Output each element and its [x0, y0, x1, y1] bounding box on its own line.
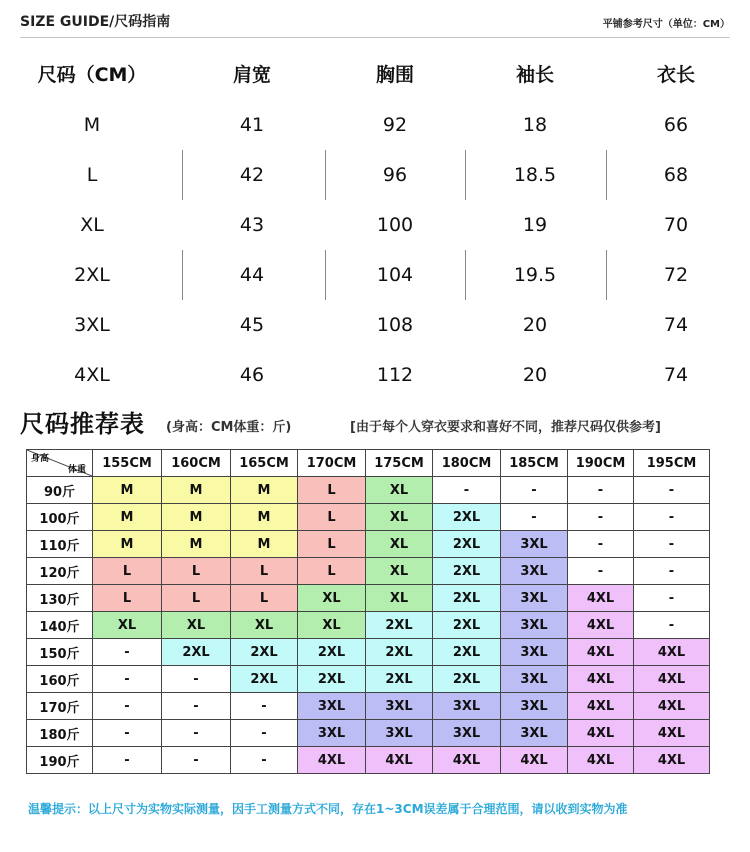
recommended-size-cell: - — [634, 612, 710, 639]
recommended-size-cell: 3XL — [501, 666, 568, 693]
size-cell: XL — [80, 214, 104, 236]
recommended-size-cell: 2XL — [366, 666, 433, 693]
length-cell: 74 — [663, 364, 689, 386]
recommended-size-cell: 4XL — [568, 666, 634, 693]
recommended-size-cell: 4XL — [634, 639, 710, 666]
recommend-row — [27, 612, 710, 639]
height-header-cell: 180CM — [433, 450, 501, 477]
corner-weight-label: 体重 — [67, 465, 86, 475]
size-table-row — [20, 200, 730, 250]
footer-tip: 温馨提示：以上尺寸为实物实际测量，因手工测量方式不同，存在1~3CM误差属于合理范围，请以收到实物为准 — [28, 802, 628, 816]
recommended-size-cell: - — [634, 531, 710, 558]
recommended-size-cell: 2XL — [433, 558, 501, 585]
length-cell: 74 — [663, 314, 689, 336]
chest-cell: 104 — [376, 264, 414, 286]
weight-cell: 130斤 — [27, 585, 93, 612]
recommended-size-cell: 3XL — [501, 639, 568, 666]
size-measurement-table — [20, 50, 730, 400]
recommended-size-cell: - — [568, 558, 634, 585]
weight-cell: 100斤 — [27, 504, 93, 531]
recommend-note: [由于每个人穿衣要求和喜好不同，推荐尺码仅供参考] — [350, 420, 661, 435]
recommended-size-cell: - — [162, 720, 231, 747]
recommended-size-cell: M — [93, 477, 162, 504]
sleeve-cell: 19.5 — [513, 264, 557, 286]
recommended-size-cell: - — [634, 477, 710, 504]
recommended-size-cell: 3XL — [501, 531, 568, 558]
weight-cell: 160斤 — [27, 666, 93, 693]
shoulder-cell: 46 — [239, 364, 265, 386]
recommended-size-cell: L — [93, 585, 162, 612]
recommended-size-cell: 4XL — [568, 720, 634, 747]
recommended-size-cell: 2XL — [433, 504, 501, 531]
recommended-size-cell: L — [162, 558, 231, 585]
recommended-size-cell: 2XL — [366, 612, 433, 639]
recommended-size-cell: M — [93, 504, 162, 531]
chest-cell: 92 — [382, 114, 408, 136]
weight-cell: 180斤 — [27, 720, 93, 747]
recommend-title: 尺码推荐表 — [20, 410, 145, 438]
recommended-size-cell: - — [93, 666, 162, 693]
shoulder-cell: 44 — [239, 264, 265, 286]
recommended-size-cell: XL — [93, 612, 162, 639]
size-table-row — [20, 250, 730, 300]
recommended-size-cell: 4XL — [298, 747, 366, 774]
recommended-size-cell: - — [634, 558, 710, 585]
recommend-row — [27, 558, 710, 585]
recommended-size-cell: 2XL — [162, 639, 231, 666]
recommended-size-cell: - — [231, 693, 298, 720]
recommended-size-cell: 4XL — [366, 747, 433, 774]
recommended-size-cell: - — [162, 747, 231, 774]
recommended-size-cell: - — [568, 531, 634, 558]
recommended-size-cell: M — [231, 477, 298, 504]
header-cell-length: 衣长 — [656, 64, 695, 86]
recommended-size-cell: 4XL — [568, 747, 634, 774]
recommended-size-cell: 2XL — [366, 639, 433, 666]
size-cell: 4XL — [74, 364, 110, 386]
recommended-size-cell: L — [298, 558, 366, 585]
recommended-size-cell: 2XL — [298, 666, 366, 693]
column-divider — [465, 150, 466, 200]
recommended-size-cell: M — [162, 477, 231, 504]
chest-cell: 108 — [376, 314, 414, 336]
recommended-size-cell: 4XL — [568, 585, 634, 612]
shoulder-cell: 42 — [239, 164, 265, 186]
recommend-row — [27, 720, 710, 747]
recommended-size-cell: 2XL — [433, 666, 501, 693]
size-table-row — [20, 100, 730, 150]
recommended-size-cell: XL — [298, 612, 366, 639]
recommend-header-row — [27, 450, 710, 477]
recommended-size-cell: 3XL — [501, 612, 568, 639]
height-header-cell: 175CM — [366, 450, 433, 477]
recommended-size-cell: 4XL — [568, 612, 634, 639]
recommended-size-cell: 3XL — [501, 693, 568, 720]
recommended-size-cell: 4XL — [501, 747, 568, 774]
corner-height-label: 身高 — [31, 454, 50, 464]
recommended-size-cell: 2XL — [433, 531, 501, 558]
recommended-size-cell: M — [231, 504, 298, 531]
recommended-size-cell: L — [231, 585, 298, 612]
sleeve-cell: 20 — [522, 364, 548, 386]
header-cell-size: 尺码（CM） — [37, 64, 147, 86]
recommend-title-row — [20, 404, 750, 438]
recommended-size-cell: 3XL — [501, 720, 568, 747]
measurement-note: 平铺参考尺寸（单位：CM） — [602, 19, 730, 30]
recommended-size-cell: - — [93, 693, 162, 720]
size-cell: M — [83, 114, 101, 136]
recommended-size-cell: XL — [366, 558, 433, 585]
recommend-row — [27, 504, 710, 531]
recommended-size-cell: 3XL — [298, 720, 366, 747]
corner-cell — [27, 450, 93, 477]
shoulder-cell: 45 — [239, 314, 265, 336]
recommended-size-cell: - — [501, 477, 568, 504]
recommended-size-cell: - — [634, 585, 710, 612]
recommend-row — [27, 747, 710, 774]
recommended-size-cell: 4XL — [568, 693, 634, 720]
size-table-row — [20, 150, 730, 200]
recommended-size-cell: 3XL — [433, 720, 501, 747]
recommended-size-cell: - — [93, 720, 162, 747]
weight-cell: 150斤 — [27, 639, 93, 666]
recommended-size-cell: 2XL — [231, 639, 298, 666]
size-guide-title: SIZE GUIDE/尺码指南 — [20, 14, 171, 30]
recommended-size-cell: - — [93, 747, 162, 774]
column-divider — [325, 150, 326, 200]
recommended-size-cell: - — [231, 720, 298, 747]
recommended-size-cell: XL — [366, 531, 433, 558]
size-table-header-row — [20, 50, 730, 100]
header-cell-shoulder: 肩宽 — [232, 64, 271, 86]
size-recommendation-table — [26, 449, 710, 774]
recommended-size-cell: XL — [366, 477, 433, 504]
recommended-size-cell: - — [568, 477, 634, 504]
length-cell: 68 — [663, 164, 689, 186]
recommended-size-cell: 2XL — [298, 639, 366, 666]
weight-cell: 140斤 — [27, 612, 93, 639]
recommended-size-cell: 4XL — [634, 747, 710, 774]
recommend-row — [27, 639, 710, 666]
recommended-size-cell: - — [231, 747, 298, 774]
recommended-size-cell: 3XL — [366, 720, 433, 747]
height-header-cell: 195CM — [634, 450, 710, 477]
sleeve-cell: 19 — [522, 214, 548, 236]
chest-cell: 112 — [376, 364, 414, 386]
chest-cell: 100 — [376, 214, 414, 236]
recommended-size-cell: L — [93, 558, 162, 585]
header-cell-chest: 胸围 — [375, 64, 414, 86]
recommended-size-cell: 2XL — [433, 639, 501, 666]
weight-cell: 110斤 — [27, 531, 93, 558]
height-header-cell: 190CM — [568, 450, 634, 477]
size-table-row — [20, 300, 730, 350]
column-divider — [182, 150, 183, 200]
weight-cell: 120斤 — [27, 558, 93, 585]
column-divider — [182, 250, 183, 300]
recommended-size-cell: 4XL — [433, 747, 501, 774]
recommended-size-cell: M — [162, 531, 231, 558]
recommended-size-cell: XL — [366, 504, 433, 531]
recommended-size-cell: XL — [298, 585, 366, 612]
recommend-row — [27, 693, 710, 720]
recommended-size-cell: L — [162, 585, 231, 612]
recommended-size-cell: - — [568, 504, 634, 531]
length-cell: 70 — [663, 214, 689, 236]
size-cell: 2XL — [74, 264, 110, 286]
length-cell: 66 — [663, 114, 689, 136]
recommended-size-cell: L — [298, 504, 366, 531]
column-divider — [465, 250, 466, 300]
recommended-size-cell: 2XL — [433, 585, 501, 612]
height-header-cell: 165CM — [231, 450, 298, 477]
recommended-size-cell: 4XL — [634, 666, 710, 693]
recommended-size-cell: L — [298, 531, 366, 558]
recommended-size-cell: 3XL — [501, 585, 568, 612]
recommend-row — [27, 666, 710, 693]
recommended-size-cell: M — [231, 531, 298, 558]
weight-cell: 170斤 — [27, 693, 93, 720]
size-cell: 3XL — [74, 314, 110, 336]
recommended-size-cell: 3XL — [433, 693, 501, 720]
weight-cell: 190斤 — [27, 747, 93, 774]
weight-cell: 90斤 — [27, 477, 93, 504]
header-cell-sleeve: 袖长 — [515, 64, 554, 86]
shoulder-cell: 41 — [239, 114, 265, 136]
recommended-size-cell: 4XL — [634, 720, 710, 747]
recommended-size-cell: XL — [231, 612, 298, 639]
sleeve-cell: 18 — [522, 114, 548, 136]
recommended-size-cell: L — [298, 477, 366, 504]
recommended-size-cell: 2XL — [433, 612, 501, 639]
recommended-size-cell: 4XL — [634, 693, 710, 720]
size-table-row — [20, 350, 730, 400]
height-header-cell: 160CM — [162, 450, 231, 477]
recommended-size-cell: 4XL — [568, 639, 634, 666]
shoulder-cell: 43 — [239, 214, 265, 236]
recommended-size-cell: - — [162, 693, 231, 720]
size-cell: L — [86, 164, 98, 186]
recommend-subtitle: (身高：CM体重：斤) — [166, 420, 292, 435]
recommended-size-cell: - — [501, 504, 568, 531]
height-header-cell: 185CM — [501, 450, 568, 477]
sleeve-cell: 20 — [522, 314, 548, 336]
recommended-size-cell: L — [231, 558, 298, 585]
recommended-size-cell: XL — [366, 585, 433, 612]
recommend-row — [27, 477, 710, 504]
column-divider — [325, 250, 326, 300]
length-cell: 72 — [663, 264, 689, 286]
recommended-size-cell: - — [433, 477, 501, 504]
height-header-cell: 155CM — [93, 450, 162, 477]
sleeve-cell: 18.5 — [513, 164, 557, 186]
column-divider — [606, 150, 607, 200]
chest-cell: 96 — [382, 164, 408, 186]
recommended-size-cell: M — [93, 531, 162, 558]
recommend-row — [27, 585, 710, 612]
recommended-size-cell: 3XL — [366, 693, 433, 720]
column-divider — [606, 250, 607, 300]
recommend-row — [27, 531, 710, 558]
recommended-size-cell: XL — [162, 612, 231, 639]
recommended-size-cell: - — [93, 639, 162, 666]
recommended-size-cell: 2XL — [231, 666, 298, 693]
height-header-cell: 170CM — [298, 450, 366, 477]
recommended-size-cell: 3XL — [298, 693, 366, 720]
recommended-size-cell: - — [162, 666, 231, 693]
recommended-size-cell: - — [634, 504, 710, 531]
header-divider — [20, 37, 730, 38]
page-header — [20, 8, 730, 32]
recommended-size-cell: M — [162, 504, 231, 531]
recommended-size-cell: 3XL — [501, 558, 568, 585]
